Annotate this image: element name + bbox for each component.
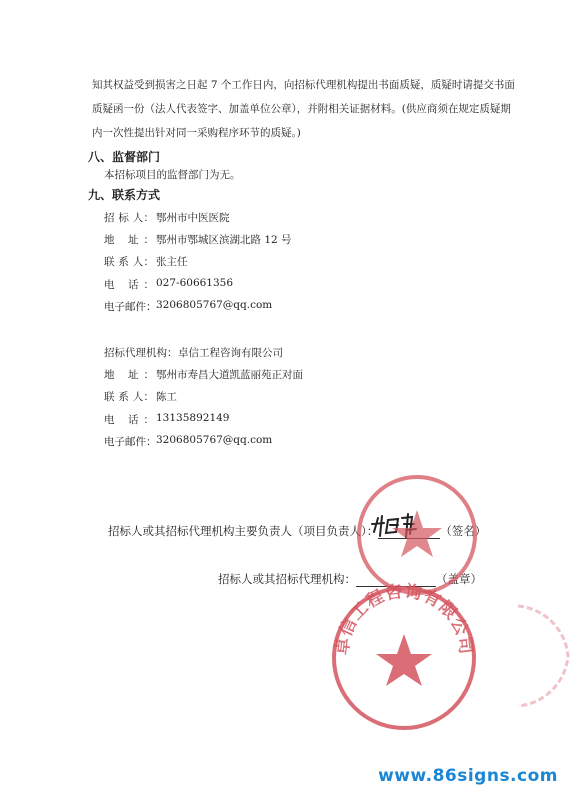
seal-text: 卓信工程咨询有限公司 [332,582,476,657]
agency-address-value: 鄂州市寿昌大道凯蓝丽苑正对面 [156,369,303,381]
agency-email-label: 电子邮件： [104,436,157,448]
intro-line-2: 质疑函一份（法人代表签字、加盖单位公章），并附相关证据材料。(供应商须在规定质疑期 [92,103,511,115]
agency-contact-row [104,389,177,404]
watermark-text: www.86signs.com [378,766,558,786]
tenderer-address-row [104,232,292,247]
tenderer-email-label: 电子邮件： [104,301,157,313]
agency-email-value: 3206805767@qq.com [156,434,273,446]
agency-name-label: 招标代理机构： [104,347,178,359]
agency-email-row [104,434,272,449]
tenderer-contact-label: 联 系 人： [104,256,154,268]
tenderer-phone-value: 027-60661356 [156,277,234,289]
tenderer-contact-value: 张主任 [156,256,188,268]
tenderer-phone-row [104,277,233,292]
agency-address-row [104,367,303,382]
section-9-heading: 九、联系方式 [88,188,161,202]
tenderer-address-label: 地 址： [104,234,154,246]
signature-label-agency: 招标人或其招标代理机构： [218,572,356,586]
signature-label-responsible: 招标人或其招标代理机构主要负责人（项目负责人）： [108,524,379,538]
agency-phone-row [104,412,230,427]
tenderer-email-row [104,299,272,314]
tenderer-name-row [104,210,230,225]
tenderer-contact-row [104,254,188,269]
signature-suffix-seal: （盖章） [436,572,482,586]
company-red-seal-icon [328,582,480,734]
tenderer-name-value: 鄂州市中医医院 [156,212,230,224]
tenderer-email-value: 3206805767@qq.com [156,299,273,311]
agency-name-row [104,345,283,360]
agency-contact-value: 陈工 [156,391,177,403]
agency-phone-value: 13135892149 [156,412,230,424]
section-8-heading: 八、监督部门 [88,150,161,164]
agency-address-label: 地 址： [104,369,154,381]
section-8-body: 本招标项目的监督部门为无。 [104,169,241,181]
intro-line-3: 内一次性提出针对同一采购程序环节的质疑。) [92,127,301,139]
agency-contact-label: 联 系 人： [104,391,154,403]
upper-red-seal-icon [352,470,482,600]
agency-phone-label: 电 话： [104,414,154,426]
intro-line-1: 知其权益受到损害之日起 7 个工作日内，向招标代理机构提出书面质疑，质疑时请提交书面 [92,79,515,91]
tenderer-name-label: 招 标 人： [104,212,154,224]
edge-partial-seal-icon [508,596,572,716]
agency-name-value: 卓信工程咨询有限公司 [178,347,283,359]
signature-suffix-sign: （签名） [440,524,487,538]
tenderer-address-value: 鄂州市鄂城区滨湖北路 12 号 [156,234,292,246]
tenderer-phone-label: 电 话： [104,279,154,291]
